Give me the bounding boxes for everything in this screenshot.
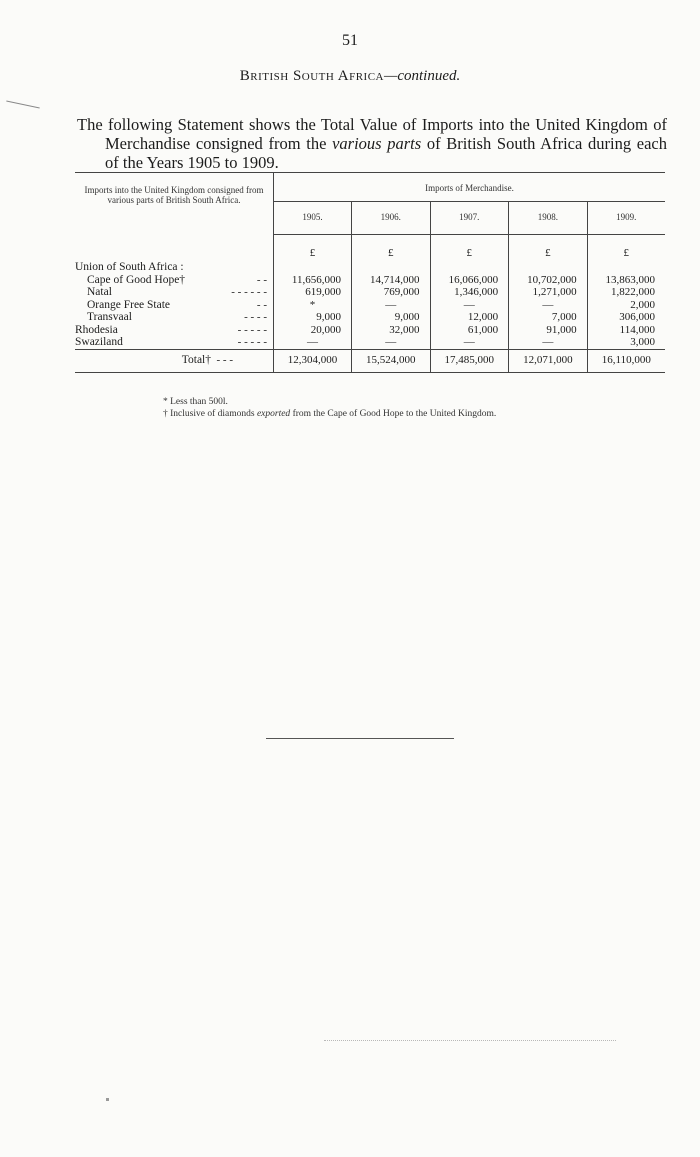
total-cell: 17,485,000 bbox=[430, 349, 509, 372]
year-header: 1907. bbox=[430, 202, 509, 235]
show-through-mark bbox=[324, 1040, 616, 1041]
value-cell: — bbox=[509, 336, 588, 349]
imports-table-container bbox=[75, 172, 665, 373]
value-cell: 91,000 bbox=[509, 324, 588, 337]
year-header: 1909. bbox=[587, 202, 665, 235]
table-row bbox=[75, 311, 665, 324]
footnotes bbox=[163, 396, 496, 420]
value-cell: 61,000 bbox=[430, 324, 509, 337]
value-cell: 114,000 bbox=[587, 324, 665, 337]
margin-mark bbox=[6, 100, 39, 108]
value-cell: 1,346,000 bbox=[430, 286, 509, 299]
total-label: Total† - - - bbox=[75, 349, 274, 372]
value-cell: — bbox=[352, 336, 431, 349]
intro-text-2: of British South Africa during each of the Years 1905 to 1909. bbox=[105, 134, 667, 172]
value-cell: 9,000 bbox=[352, 311, 431, 324]
value-cell: — bbox=[352, 299, 431, 312]
closing-rule bbox=[266, 738, 454, 739]
value-cell: — bbox=[430, 299, 509, 312]
value-cell: 619,000 bbox=[305, 286, 341, 298]
row-label: Union of South Africa : bbox=[75, 261, 274, 274]
value-cell: 14,714,000 bbox=[352, 274, 431, 287]
currency-cell: £ bbox=[509, 235, 588, 262]
intro-paragraph bbox=[77, 115, 667, 172]
value-cell: — bbox=[509, 299, 588, 312]
currency-stub bbox=[75, 235, 274, 262]
row-label: Orange Free State - - bbox=[75, 299, 274, 312]
currency-cell: £ bbox=[309, 246, 316, 259]
total-cell: 16,110,000 bbox=[587, 349, 665, 372]
total-cell: 15,524,000 bbox=[352, 349, 431, 372]
intro-text-1: The following Statement shows the Total Value of Imports into the United Kingdom of Merchandise consigned from the bbox=[77, 115, 667, 153]
row-label: Cape of Good Hope† - - bbox=[75, 274, 274, 287]
currency-row bbox=[75, 235, 665, 262]
group-header: Imports of Merchandise. bbox=[274, 173, 666, 202]
table-row bbox=[75, 274, 665, 287]
running-head bbox=[0, 68, 700, 85]
intro-italic: various parts bbox=[332, 134, 422, 153]
table-row bbox=[75, 299, 665, 312]
table-row bbox=[75, 261, 665, 274]
value-cell: 3,000 bbox=[587, 336, 665, 349]
value-cell: 12,000 bbox=[430, 311, 509, 324]
total-cell: 12,071,000 bbox=[509, 349, 588, 372]
value-cell: 16,066,000 bbox=[430, 274, 509, 287]
total-row bbox=[75, 349, 665, 372]
year-header: 1905. bbox=[274, 202, 352, 235]
value-cell: 1,271,000 bbox=[509, 286, 588, 299]
row-label: Swaziland - - - - - bbox=[75, 336, 274, 349]
value-cell: 769,000 bbox=[352, 286, 431, 299]
row-label: Natal - - - - - - bbox=[75, 286, 274, 299]
table-row bbox=[75, 324, 665, 337]
stub-header: Imports into the United Kingdom consigned from various parts of British South Africa. bbox=[75, 173, 274, 235]
value-cell: 20,000 bbox=[310, 323, 341, 336]
currency-cell: £ bbox=[587, 235, 665, 262]
year-header: 1906. bbox=[352, 202, 431, 235]
year-header: 1908. bbox=[509, 202, 588, 235]
row-label: Transvaal - - - - bbox=[75, 311, 274, 324]
running-head-continued: —continued. bbox=[384, 68, 461, 84]
running-head-title: British South Africa bbox=[239, 68, 384, 84]
value-cell bbox=[509, 261, 588, 274]
value-cell bbox=[430, 261, 509, 274]
row-label: Rhodesia - - - - - bbox=[75, 324, 274, 337]
value-cell: 11,656,000 bbox=[291, 273, 341, 286]
value-cell bbox=[352, 261, 431, 274]
footnote-dagger: † Inclusive of diamonds exported from the Cape of Good Hope to the United Kingdom. bbox=[163, 409, 497, 419]
imports-table bbox=[75, 172, 665, 373]
value-cell: 306,000 bbox=[587, 311, 665, 324]
value-cell bbox=[587, 261, 665, 274]
value-cell: — bbox=[307, 336, 318, 348]
value-cell: 9,000 bbox=[316, 311, 341, 323]
footnote-star: * Less than 500l. bbox=[163, 397, 228, 407]
currency-cell: £ bbox=[352, 235, 431, 262]
table-row bbox=[75, 286, 665, 299]
value-cell bbox=[274, 261, 352, 274]
page-number: 51 bbox=[342, 32, 358, 49]
table-row bbox=[75, 336, 665, 349]
currency-cell: £ bbox=[430, 235, 509, 262]
value-cell: * bbox=[309, 298, 316, 311]
total-cell: 12,304,000 bbox=[274, 349, 352, 372]
value-cell: 32,000 bbox=[352, 324, 431, 337]
value-cell: — bbox=[430, 336, 509, 349]
value-cell: 1,822,000 bbox=[587, 286, 665, 299]
speck bbox=[106, 1098, 109, 1101]
value-cell: 2,000 bbox=[587, 299, 665, 312]
value-cell: 13,863,000 bbox=[587, 274, 665, 287]
value-cell: 10,702,000 bbox=[509, 274, 588, 287]
value-cell: 7,000 bbox=[509, 311, 588, 324]
